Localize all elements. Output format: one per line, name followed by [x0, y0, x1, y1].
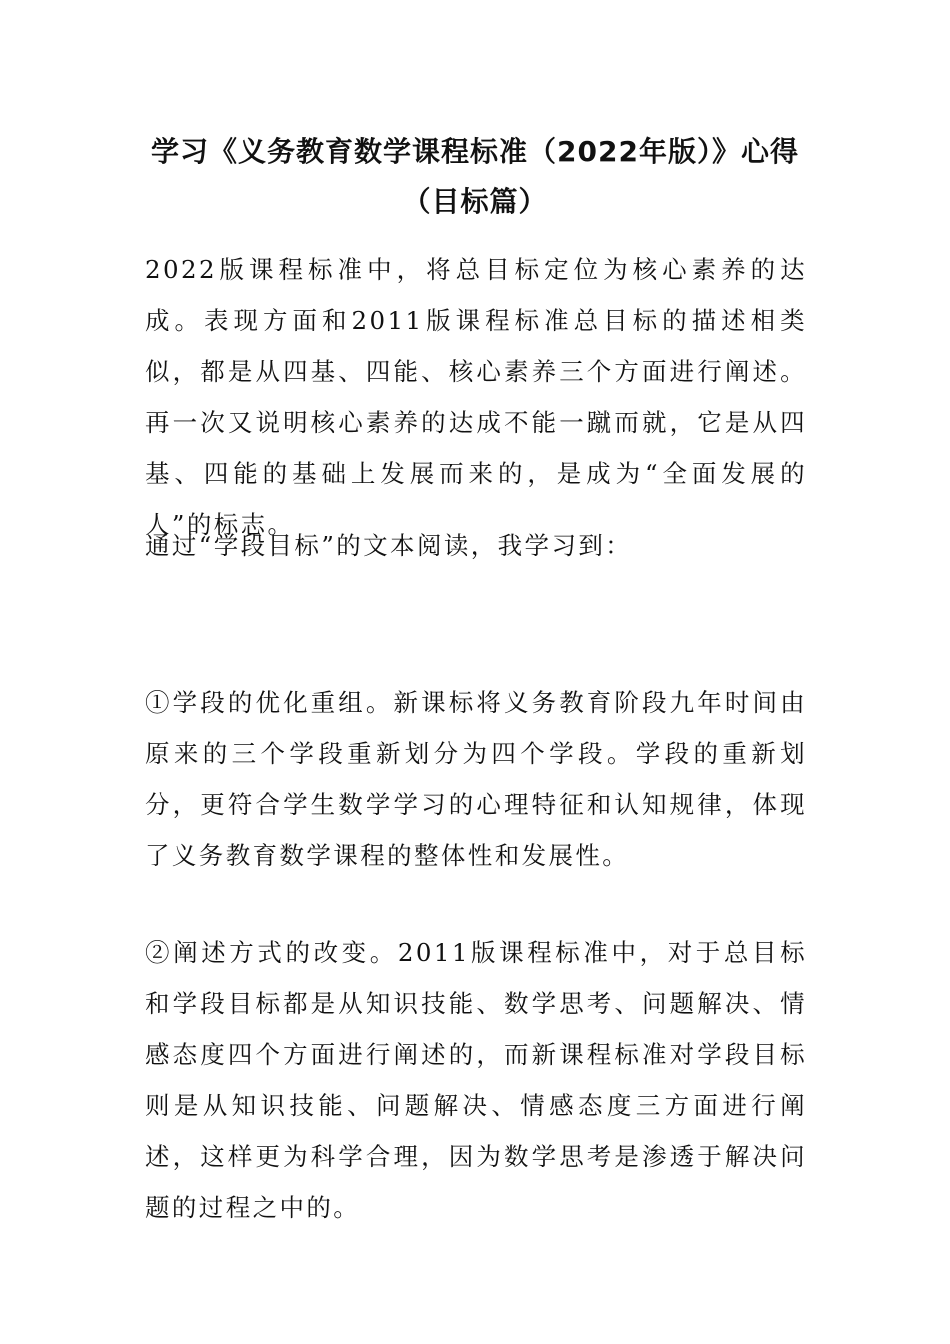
paragraph-expression-change: ②阐述方式的改变。2011版课程标准中，对于总目标和学段目标都是从知识技能、数学思考、问题解决、情感态度四个方面进行阐述的，而新课程标准对学段目标则是从知识技能、问题解决、情感态度三方面进行阐述，这样更为科学合理，因为数学思考是渗透于解决问题的过程之中的。	[145, 938, 807, 1222]
paragraph-stage-goal-intro: 通过“学段目标”的文本阅读，我学习到：	[145, 531, 633, 560]
paragraph-stage-reorganization: ①学段的优化重组。新课标将义务教育阶段九年时间由原来的三个学段重新划分为四个学段。学段的重新划分，更符合学生数学学习的心理特征和认知规律，体现了义务教育数学课程的整体性和发展性。	[145, 688, 807, 870]
paragraph-overall-goal: 2022版课程标准中，将总目标定位为核心素养的达成。表现方面和2011版课程标准总目标的描述相类似，都是从四基、四能、核心素养三个方面进行阐述。再一次又说明核心素养的达成不能一蹴而就，它是从四基、四能的基础上发展而来的，是成为“全面发展的人”的标志。	[145, 255, 807, 539]
document-title-line-2: （目标篇）	[402, 185, 548, 218]
document-title-line-1: 学习《义务教育数学课程标准（2022年版）》心得	[151, 135, 799, 168]
